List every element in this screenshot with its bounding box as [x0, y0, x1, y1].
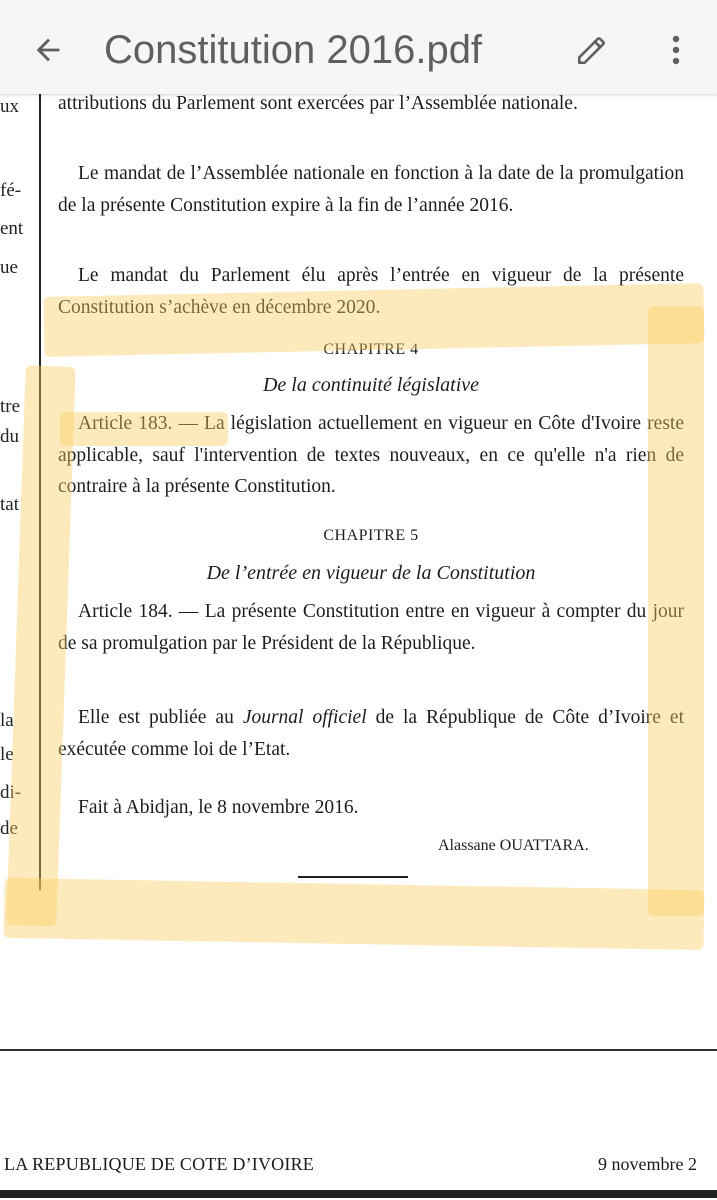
back-button[interactable] [22, 24, 74, 76]
margin-fragment: du [0, 426, 19, 447]
edit-button[interactable] [566, 24, 618, 76]
chapter-4-title: De la continuité législative [262, 374, 480, 396]
footer-date: 9 novembre 2 [598, 1154, 697, 1174]
chapter-5-title: De l’entrée en vigueur de la Constitution [206, 562, 536, 584]
journal-text-before: Elle est publiée au [78, 707, 243, 728]
done-at-abidjan: Fait à Abidjan, le 8 novembre 2016. [78, 797, 359, 818]
paragraph-parliament-mandate: Le mandat du Parlement élu après l’entrée en vigueur de la présente Constitution s’achève en décembre 2020. [58, 265, 684, 318]
paragraph-journal-officiel [58, 702, 684, 765]
journal-officiel-italic: Journal officiel [242, 707, 367, 728]
highlight-article-183 [60, 412, 228, 446]
more-vertical-icon [670, 33, 682, 67]
paragraph-parliament-attributions: attributions du Parlement sont exercées par l’Assemblée nationale. [58, 94, 578, 114]
pencil-icon [575, 33, 609, 67]
signature: Alassane OUATTARA. [438, 837, 589, 854]
margin-fragment: fé- [0, 180, 22, 201]
margin-fragment: ent [0, 218, 24, 239]
margin-fragment: di- [0, 782, 22, 803]
margin-fragment: ux [0, 96, 19, 117]
margin-fragment: le [0, 744, 14, 765]
margin-fragment: tre [0, 396, 21, 417]
chapter-4-heading: CHAPITRE 4 [323, 341, 419, 358]
highlight-mark-bottom [4, 878, 705, 950]
footer-country: LA REPUBLIQUE DE COTE D’IVOIRE [4, 1154, 314, 1174]
document-title: Constitution 2016.pdf [104, 28, 483, 72]
highlight-mark-right [648, 306, 704, 916]
more-options-button[interactable] [652, 24, 700, 76]
article-184: Article 184. — La présente Constitution entre en vigueur à compter du jour de sa promulgation par le Président de la République. [58, 601, 684, 654]
arrow-left-icon [31, 33, 65, 67]
margin-fragment: ue [0, 257, 18, 278]
margin-fragment: la [0, 710, 14, 731]
paragraph-assembly-mandate: Le mandat de l’Assemblée nationale en fonction à la date de la promulgation de la présente Constitution expire à la fin de l’année 2016. [58, 163, 684, 216]
article-183: Article 183. — La législation actuellement en vigueur en Côte d'Ivoire reste applicable, sauf l'intervention de textes nouveaux, en ce qu'elle n'a rien de contraire à la présente Constitution. [58, 413, 684, 497]
app-bar [0, 0, 717, 94]
closing-rule [298, 876, 408, 878]
page-bottom-rule [0, 1049, 717, 1051]
pdf-page[interactable] [0, 94, 717, 1200]
footer-rule [0, 1190, 717, 1198]
margin-fragment: tat [0, 494, 19, 515]
chapter-5-heading: CHAPITRE 5 [323, 527, 419, 544]
journal-text-after: de la République de Côte d’Ivoire et exécutée comme loi de l’Etat. [58, 707, 684, 760]
margin-fragment: de [0, 818, 18, 839]
